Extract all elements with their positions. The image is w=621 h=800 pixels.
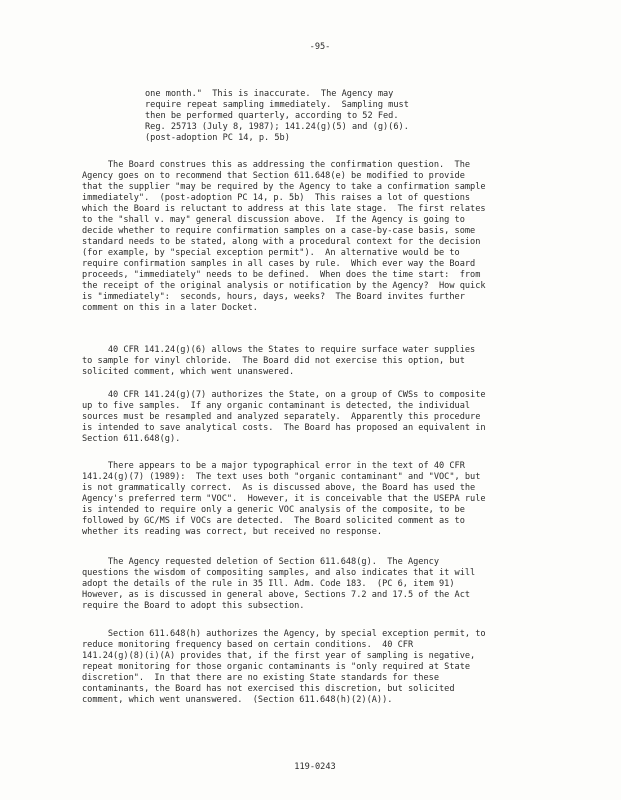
text-line: to sample for vinyl chloride. The Board did not exercise this option, but — [82, 356, 465, 366]
text-line: Agency goes on to recommend that Section 611.648(e) be modified to provide — [82, 171, 465, 181]
text-line: sources must be resampled and analyzed separately. Apparently this procedure — [82, 412, 481, 422]
text-line: 40 CFR 141.24(g)(7) authorizes the State, on a group of CWSs to composite — [82, 390, 486, 400]
text-line: comment on this in a later Docket. — [82, 303, 258, 313]
text-line: Section 611.648(h) authorizes the Agency, by special exception permit, to — [82, 629, 486, 639]
text-line: reduce monitoring frequency based on certain conditions. 40 CFR — [82, 640, 414, 650]
text-line: is intended to require only a generic VOC analysis of the composite, to be — [82, 505, 465, 515]
paragraph-vinyl-chloride — [82, 345, 552, 378]
text-line: 40 CFR 141.24(g)(6) allows the States to require surface water supplies — [82, 345, 476, 355]
text-line: discretion". In that there are no existing State standards for these — [82, 673, 439, 683]
quote-line: one month." This is inaccurate. The Agency may — [145, 89, 394, 99]
text-line: However, as is discussed in general above, Sections 7.2 and 17.5 of the Act — [82, 590, 471, 600]
text-line: questions the wisdom of compositing samples, and also indicates that it will — [82, 568, 476, 578]
paragraph-monitoring-frequency — [82, 629, 552, 706]
paragraph-confirmation — [82, 160, 552, 314]
text-line: comment, which went unanswered. (Section 611.648(h)(2)(A)). — [82, 695, 393, 705]
text-line: Section 611.648(g). — [82, 434, 181, 444]
quote-line: (post-adoption PC 14, p. 5b) — [145, 133, 290, 143]
text-line: decide whether to require confirmation samples on a case-by-case basis, some — [82, 226, 476, 236]
paragraph-deletion-request — [82, 557, 552, 612]
footer-page-id: 119-0243 — [294, 762, 336, 772]
text-line: which the Board is reluctant to address at this late stage. The first relates — [82, 204, 486, 214]
text-line: contaminants, the Board has not exercised this discretion, but solicited — [82, 684, 455, 694]
text-line: is not grammatically correct. As is discussed above, the Board has used the — [82, 483, 476, 493]
text-line: is "immediately": seconds, hours, days, weeks? The Board invites further — [82, 292, 465, 302]
text-line: proceeds, "immediately" needs to be defined. When does the time start: from — [82, 270, 481, 280]
text-line: standard needs to be stated, along with a procedural context for the decision — [82, 237, 481, 247]
quote-line: Reg. 25713 (July 8, 1987); 141.24(g)(5) and (g)(6). — [145, 122, 409, 132]
text-line: followed by GC/MS if VOCs are detected. The Board solicited comment as to — [82, 516, 465, 526]
text-line: whether its reading was correct, but received no response. — [82, 527, 383, 537]
text-line: to the "shall v. may" general discussion above. If the Agency is going to — [82, 215, 465, 225]
text-line: the receipt of the original analysis or notification by the Agency? How quick — [82, 281, 486, 291]
text-line: There appears to be a major typographical error in the text of 40 CFR — [82, 461, 465, 471]
quote-line: then be performed quarterly, according to 52 Fed. — [145, 111, 399, 121]
text-line: require the Board to adopt this subsection. — [82, 601, 305, 611]
text-line: that the supplier "may be required by the Agency to take a confirmation sample — [82, 182, 486, 192]
text-line: The Board construes this as addressing the confirmation question. The — [82, 160, 471, 170]
block-quote — [145, 89, 475, 144]
quote-line: require repeat sampling immediately. Sampling must — [145, 100, 409, 110]
text-line: 141.24(g)(7) (1989): The text uses both "organic contaminant" and "VOC", but — [82, 472, 481, 482]
text-line: adopt the details of the rule in 35 Ill. Adm. Code 183. (PC 6, item 91) — [82, 579, 455, 589]
text-line: 141.24(g)(8)(i)(A) provides that, if the first year of sampling is negative, — [82, 651, 476, 661]
page-number: -95- — [309, 42, 331, 52]
paragraph-typographical-error — [82, 461, 552, 538]
text-line: immediately". (post-adoption PC 14, p. 5b) This raises a lot of questions — [82, 193, 471, 203]
text-line: up to five samples. If any organic contaminant is detected, the individual — [82, 401, 471, 411]
text-line: The Agency requested deletion of Section 611.648(g). The Agency — [82, 557, 439, 567]
paragraph-composite — [82, 390, 552, 445]
text-line: Agency's preferred term "VOC". However, it is conceivable that the USEPA rule — [82, 494, 486, 504]
text-line: (for example, by "special exception permit"). An alternative would be to — [82, 248, 460, 258]
text-line: is intended to save analytical costs. The Board has proposed an equivalent in — [82, 423, 486, 433]
text-line: solicited comment, which went unanswered. — [82, 367, 295, 377]
text-line: repeat monitoring for those organic contaminants is "only required at State — [82, 662, 471, 672]
text-line: require confirmation samples in all cases by rule. Which ever way the Board — [82, 259, 476, 269]
